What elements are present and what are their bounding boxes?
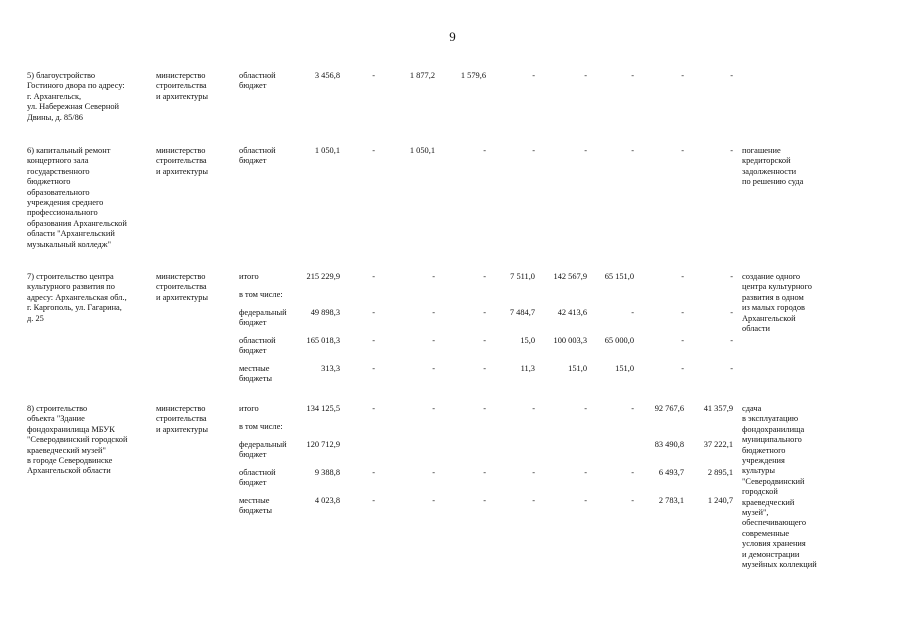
executor-line: строительства <box>156 81 207 91</box>
funding-source-line: бюджет <box>239 156 267 166</box>
amount-cell: - <box>532 468 535 477</box>
amount-cell: - <box>483 404 486 413</box>
result-line: краеведческий <box>742 497 795 507</box>
amount-cell: 6 493,7 <box>658 468 684 477</box>
amount-cell: - <box>631 404 634 413</box>
amount-cell: - <box>631 71 634 80</box>
executor-line: строительства <box>156 282 207 292</box>
amount-cell: 42 413,6 <box>557 308 587 317</box>
result-line: современные <box>742 528 790 538</box>
funding-source-line: местные <box>239 364 270 373</box>
amount-cell: 313,3 <box>321 364 340 373</box>
funding-source <box>239 496 272 517</box>
description-line: фондохранилища МБУК <box>27 424 115 434</box>
amount-cell: - <box>730 272 733 281</box>
amount-cell: - <box>483 146 486 155</box>
measure-description <box>27 404 127 477</box>
funding-source-line: итого <box>239 272 259 281</box>
amount-cell: - <box>681 336 684 345</box>
description-line: бюджетного <box>27 177 71 187</box>
funding-source-line: областной <box>239 336 276 345</box>
description-line: области "Архангельский <box>27 229 115 239</box>
amount-cell: - <box>730 364 733 373</box>
funding-source-line: местные <box>239 496 270 505</box>
result-line: учреждения <box>742 456 785 466</box>
amount-cell: 151,0 <box>568 364 587 373</box>
amount-cell: - <box>584 496 587 505</box>
executor-line: строительства <box>156 156 207 166</box>
description-line: "Северодвинский городской <box>27 435 128 445</box>
result-line: бюджетного <box>742 445 786 455</box>
result-line: создание одного <box>742 272 801 281</box>
amount-cell: 1 579,6 <box>460 71 486 80</box>
amount-cell: - <box>532 146 535 155</box>
amount-cell: - <box>372 468 375 477</box>
funding-source <box>239 364 272 385</box>
amount-cell: 65 151,0 <box>604 272 634 281</box>
amount-cell: - <box>372 71 375 80</box>
amount-cell: 165 018,3 <box>306 336 340 345</box>
description-line: культурного развития по <box>27 282 115 292</box>
amount-cell: 37 222,1 <box>703 440 733 449</box>
amount-cell: - <box>631 308 634 317</box>
amount-cell: - <box>681 146 684 155</box>
measure-description <box>27 71 125 123</box>
amount-cell: - <box>532 71 535 80</box>
result-line: и демонстрации <box>742 549 800 559</box>
funding-source-line: бюджет <box>239 478 267 488</box>
amount-cell: 83 490,8 <box>654 440 684 449</box>
executor-line: и архитектуры <box>156 424 209 434</box>
funding-source <box>239 146 276 167</box>
funding-source-line: федеральный <box>239 440 287 449</box>
result-line: городской <box>742 487 778 497</box>
result-line: задолженности <box>742 166 797 176</box>
executor-line: и архитектуры <box>156 292 209 302</box>
amount-cell: - <box>584 468 587 477</box>
result-line: культуры <box>742 466 775 476</box>
amount-cell: - <box>681 272 684 281</box>
amount-cell: 11,3 <box>520 364 535 373</box>
result-line: фондохранилища <box>742 424 805 434</box>
funding-source-line: областной <box>239 468 276 477</box>
funding-source <box>239 336 276 357</box>
amount-cell: - <box>681 364 684 373</box>
amount-cell: - <box>372 496 375 505</box>
funding-source-line: итого <box>239 404 259 413</box>
executor-line: министерство <box>156 272 206 281</box>
executor <box>156 272 208 303</box>
description-line: 5) благоустройство <box>27 71 96 80</box>
description-line: 6) капитальный ремонт <box>27 146 111 155</box>
amount-cell: 2 895,1 <box>707 468 733 477</box>
amount-cell: - <box>372 146 375 155</box>
result-line: Архангельской <box>742 313 796 323</box>
description-line: ул. Набережная Северной <box>27 102 120 112</box>
result-line: развития в одном <box>742 292 804 302</box>
description-line: концертного зала <box>27 156 89 166</box>
funding-source-line: бюджет <box>239 318 267 328</box>
description-line: Архангельской области <box>27 466 111 476</box>
amount-cell: 2 783,1 <box>658 496 684 505</box>
funding-source-line: в том числе: <box>239 422 283 431</box>
amount-cell: - <box>372 308 375 317</box>
result-line: обеспечивающего <box>742 518 807 528</box>
measure-description <box>27 272 127 324</box>
amount-cell: 41 357,9 <box>703 404 733 413</box>
description-line: музыкальный колледж" <box>27 239 111 249</box>
amount-cell: - <box>631 496 634 505</box>
result-line: сдача <box>742 404 762 413</box>
description-line: д. 25 <box>27 313 44 323</box>
amount-cell: 1 050,1 <box>409 146 435 155</box>
amount-cell: 92 767,6 <box>654 404 684 413</box>
amount-cell: - <box>483 308 486 317</box>
funding-source <box>239 404 259 414</box>
executor-line: и архитектуры <box>156 166 209 176</box>
funding-source-line: областной <box>239 71 276 80</box>
description-line: профессионального <box>27 208 98 218</box>
funding-source-line: бюджеты <box>239 374 273 384</box>
amount-cell: 7 484,7 <box>509 308 535 317</box>
description-line: образовательного <box>27 187 90 197</box>
page-number: 9 <box>449 29 456 44</box>
amount-cell: - <box>681 308 684 317</box>
expected-result <box>742 272 812 334</box>
amount-cell: 134 125,5 <box>306 404 340 413</box>
result-line: в эксплуатацию <box>742 414 799 424</box>
amount-cell: - <box>432 364 435 373</box>
amount-cell: 15,0 <box>520 336 535 345</box>
description-line: адресу: Архангельская обл., <box>27 292 127 302</box>
amount-cell: 120 712,9 <box>306 440 340 449</box>
expected-result <box>742 404 817 571</box>
funding-source-line: бюджет <box>239 346 267 356</box>
amount-cell: - <box>432 336 435 345</box>
funding-source-line: бюджет <box>239 81 267 91</box>
funding-source-line: бюджеты <box>239 506 273 516</box>
amount-cell: - <box>372 404 375 413</box>
amount-cell: - <box>730 308 733 317</box>
funding-source <box>239 468 276 489</box>
description-line: объекта "Здание <box>27 414 85 424</box>
amount-cell: - <box>483 496 486 505</box>
funding-source-line: федеральный <box>239 308 287 317</box>
amount-cell: - <box>730 71 733 80</box>
funding-source <box>239 422 283 432</box>
description-line: Гостиного двора по адресу: <box>27 81 125 91</box>
amount-cell: 1 240,7 <box>707 496 733 505</box>
amount-cell: - <box>681 71 684 80</box>
amount-cell: 65 000,0 <box>604 336 634 345</box>
executor <box>156 146 208 177</box>
funding-source-line: в том числе: <box>239 290 283 299</box>
amount-cell: - <box>483 336 486 345</box>
description-line: краеведческий музей" <box>27 445 106 455</box>
result-line: по решению суда <box>742 177 804 187</box>
amount-cell: 142 567,9 <box>553 272 587 281</box>
description-line: образования Архангельской <box>27 218 127 228</box>
result-line: из малых городов <box>742 303 805 313</box>
amount-cell: - <box>483 272 486 281</box>
amount-cell: - <box>372 272 375 281</box>
amount-cell: 1 050,1 <box>314 146 340 155</box>
result-line: музейных коллекций <box>742 560 817 570</box>
amount-cell: - <box>432 468 435 477</box>
description-line: 7) строительство центра <box>27 272 114 281</box>
description-line: учреждения среднего <box>27 198 104 208</box>
amount-cell: - <box>532 496 535 505</box>
amount-cell: - <box>432 272 435 281</box>
amount-cell: 7 511,0 <box>510 272 535 281</box>
amount-cell: - <box>584 71 587 80</box>
amount-cell: 100 003,3 <box>553 336 587 345</box>
executor-line: министерство <box>156 146 206 155</box>
result-line: музей", <box>742 508 769 518</box>
amount-cell: - <box>483 468 486 477</box>
description-line: г. Каргополь, ул. Гагарина, <box>27 303 122 313</box>
amount-cell: 9 388,8 <box>314 468 340 477</box>
executor <box>156 404 208 435</box>
amount-cell: - <box>432 404 435 413</box>
amount-cell: - <box>631 146 634 155</box>
amount-cell: - <box>532 404 535 413</box>
executor <box>156 71 208 102</box>
amount-cell: 3 456,8 <box>314 71 340 80</box>
amount-cell: - <box>372 364 375 373</box>
funding-source <box>239 71 276 92</box>
executor-line: строительства <box>156 414 207 424</box>
description-line: в городе Северодвинске <box>27 456 113 466</box>
funding-source <box>239 272 259 282</box>
description-line: 8) строительство <box>27 404 88 413</box>
expected-result <box>742 146 803 188</box>
measure-description <box>27 146 127 250</box>
amount-cell: 215 229,9 <box>306 272 340 281</box>
result-line: погашение <box>742 146 781 155</box>
amount-cell: - <box>584 404 587 413</box>
amount-cell: - <box>432 308 435 317</box>
amount-cell: - <box>730 146 733 155</box>
description-line: государственного <box>27 166 90 176</box>
amount-cell: - <box>584 146 587 155</box>
amount-cell: 151,0 <box>615 364 634 373</box>
funding-source <box>239 440 287 461</box>
executor-line: министерство <box>156 404 206 413</box>
result-line: кредиторской <box>742 156 791 166</box>
result-line: центра культурного <box>742 282 812 292</box>
amount-cell: - <box>372 336 375 345</box>
amount-cell: - <box>730 336 733 345</box>
result-line: "Северодвинский <box>742 476 805 486</box>
funding-source <box>239 308 287 329</box>
result-line: муниципального <box>742 435 802 445</box>
amount-cell: - <box>631 468 634 477</box>
amount-cell: 4 023,8 <box>314 496 340 505</box>
description-line: г. Архангельск, <box>27 91 82 101</box>
description-line: Двины, д. 85/86 <box>27 112 83 122</box>
funding-source-line: бюджет <box>239 450 267 460</box>
amount-cell: - <box>483 364 486 373</box>
amount-cell: 49 898,3 <box>310 308 340 317</box>
result-line: области <box>742 324 770 334</box>
amount-cell: 1 877,2 <box>409 71 435 80</box>
executor-line: и архитектуры <box>156 91 209 101</box>
executor-line: министерство <box>156 71 206 80</box>
result-line: условия хранения <box>742 539 806 549</box>
funding-source <box>239 290 283 300</box>
funding-source-line: областной <box>239 146 276 155</box>
amount-cell: - <box>432 496 435 505</box>
